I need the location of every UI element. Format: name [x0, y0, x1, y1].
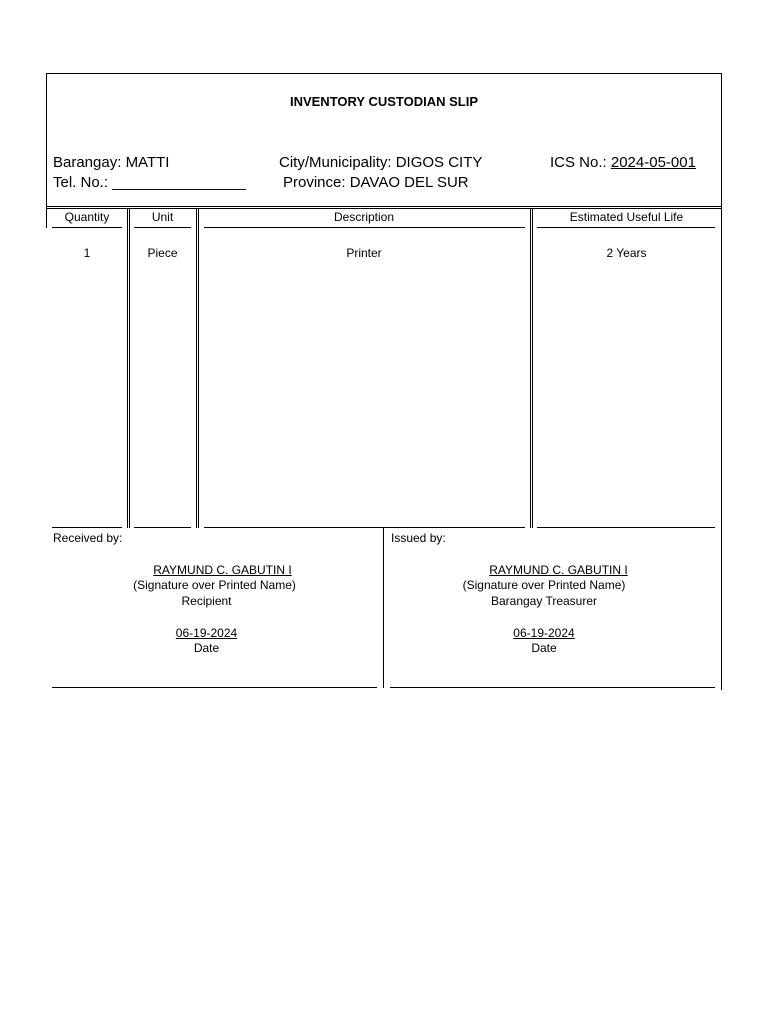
frame-right [721, 73, 722, 690]
issued-date [384, 626, 704, 640]
table-bottom [134, 527, 191, 528]
cell-unit: Piece [147, 246, 178, 260]
col-header-useful-life: Estimated Useful Life [569, 210, 684, 224]
table-bottom [537, 527, 715, 528]
ics-label: ICS No.: [550, 154, 607, 171]
issued-date-label: Date [531, 641, 557, 655]
barangay-label: Barangay: [53, 154, 122, 171]
received-role: Recipient [181, 594, 232, 608]
received-date-value: 06-19-2024 [175, 626, 238, 640]
signature-divider [383, 528, 384, 688]
city-field [279, 154, 482, 171]
col-header-description: Description [333, 210, 395, 224]
col-header-unit: Unit [151, 210, 174, 224]
col-divider [127, 208, 128, 528]
col-divider [530, 208, 531, 528]
received-name-text: RAYMUND C. GABUTIN I [153, 563, 292, 577]
col-header-quantity: Quantity [64, 210, 110, 224]
col-underline [52, 227, 122, 228]
province-value: DAVAO DEL SUR [349, 174, 469, 191]
issued-name-text: RAYMUND C. GABUTIN I [489, 563, 628, 577]
province-field [283, 174, 469, 191]
issued-date-value: 06-19-2024 [513, 626, 575, 640]
frame-top [46, 73, 722, 74]
col-underline [537, 227, 715, 228]
barangay-value: MATTI [125, 154, 170, 171]
ics-value: 2024-05-001 [610, 154, 696, 171]
header-separator [46, 206, 722, 207]
city-value: DIGOS CITY [395, 154, 483, 171]
province-label: Province: [283, 174, 346, 191]
received-date [46, 626, 367, 640]
tel-field [53, 174, 246, 191]
table-bottom [52, 527, 122, 528]
city-label: City/Municipality: [279, 154, 392, 171]
cell-useful-life: 2 Years [606, 246, 647, 260]
issued-role: Barangay Treasurer [490, 594, 598, 608]
col-divider [196, 208, 197, 528]
tel-blank: ________________ [112, 174, 246, 191]
issued-sig-caption: (Signature over Printed Name) [462, 578, 626, 592]
col-underline [134, 227, 191, 228]
tel-label: Tel. No.: [53, 174, 109, 191]
received-date-label: Date [193, 641, 220, 655]
received-bottom-line [52, 687, 377, 688]
cell-description: Printer [346, 246, 382, 260]
page-title: INVENTORY CUSTODIAN SLIP [289, 94, 479, 109]
issued-bottom-line [390, 687, 715, 688]
col-underline [204, 227, 525, 228]
header-separator-2 [46, 208, 722, 209]
table-bottom [204, 527, 525, 528]
received-sig-caption: (Signature over Printed Name) [133, 578, 296, 592]
cell-quantity: 1 [83, 246, 91, 260]
issued-name [384, 563, 721, 577]
received-name [46, 563, 383, 577]
barangay-field [53, 154, 169, 171]
received-by-label: Received by: [53, 531, 123, 545]
issued-by-label: Issued by: [391, 531, 446, 545]
ics-field [550, 154, 696, 171]
